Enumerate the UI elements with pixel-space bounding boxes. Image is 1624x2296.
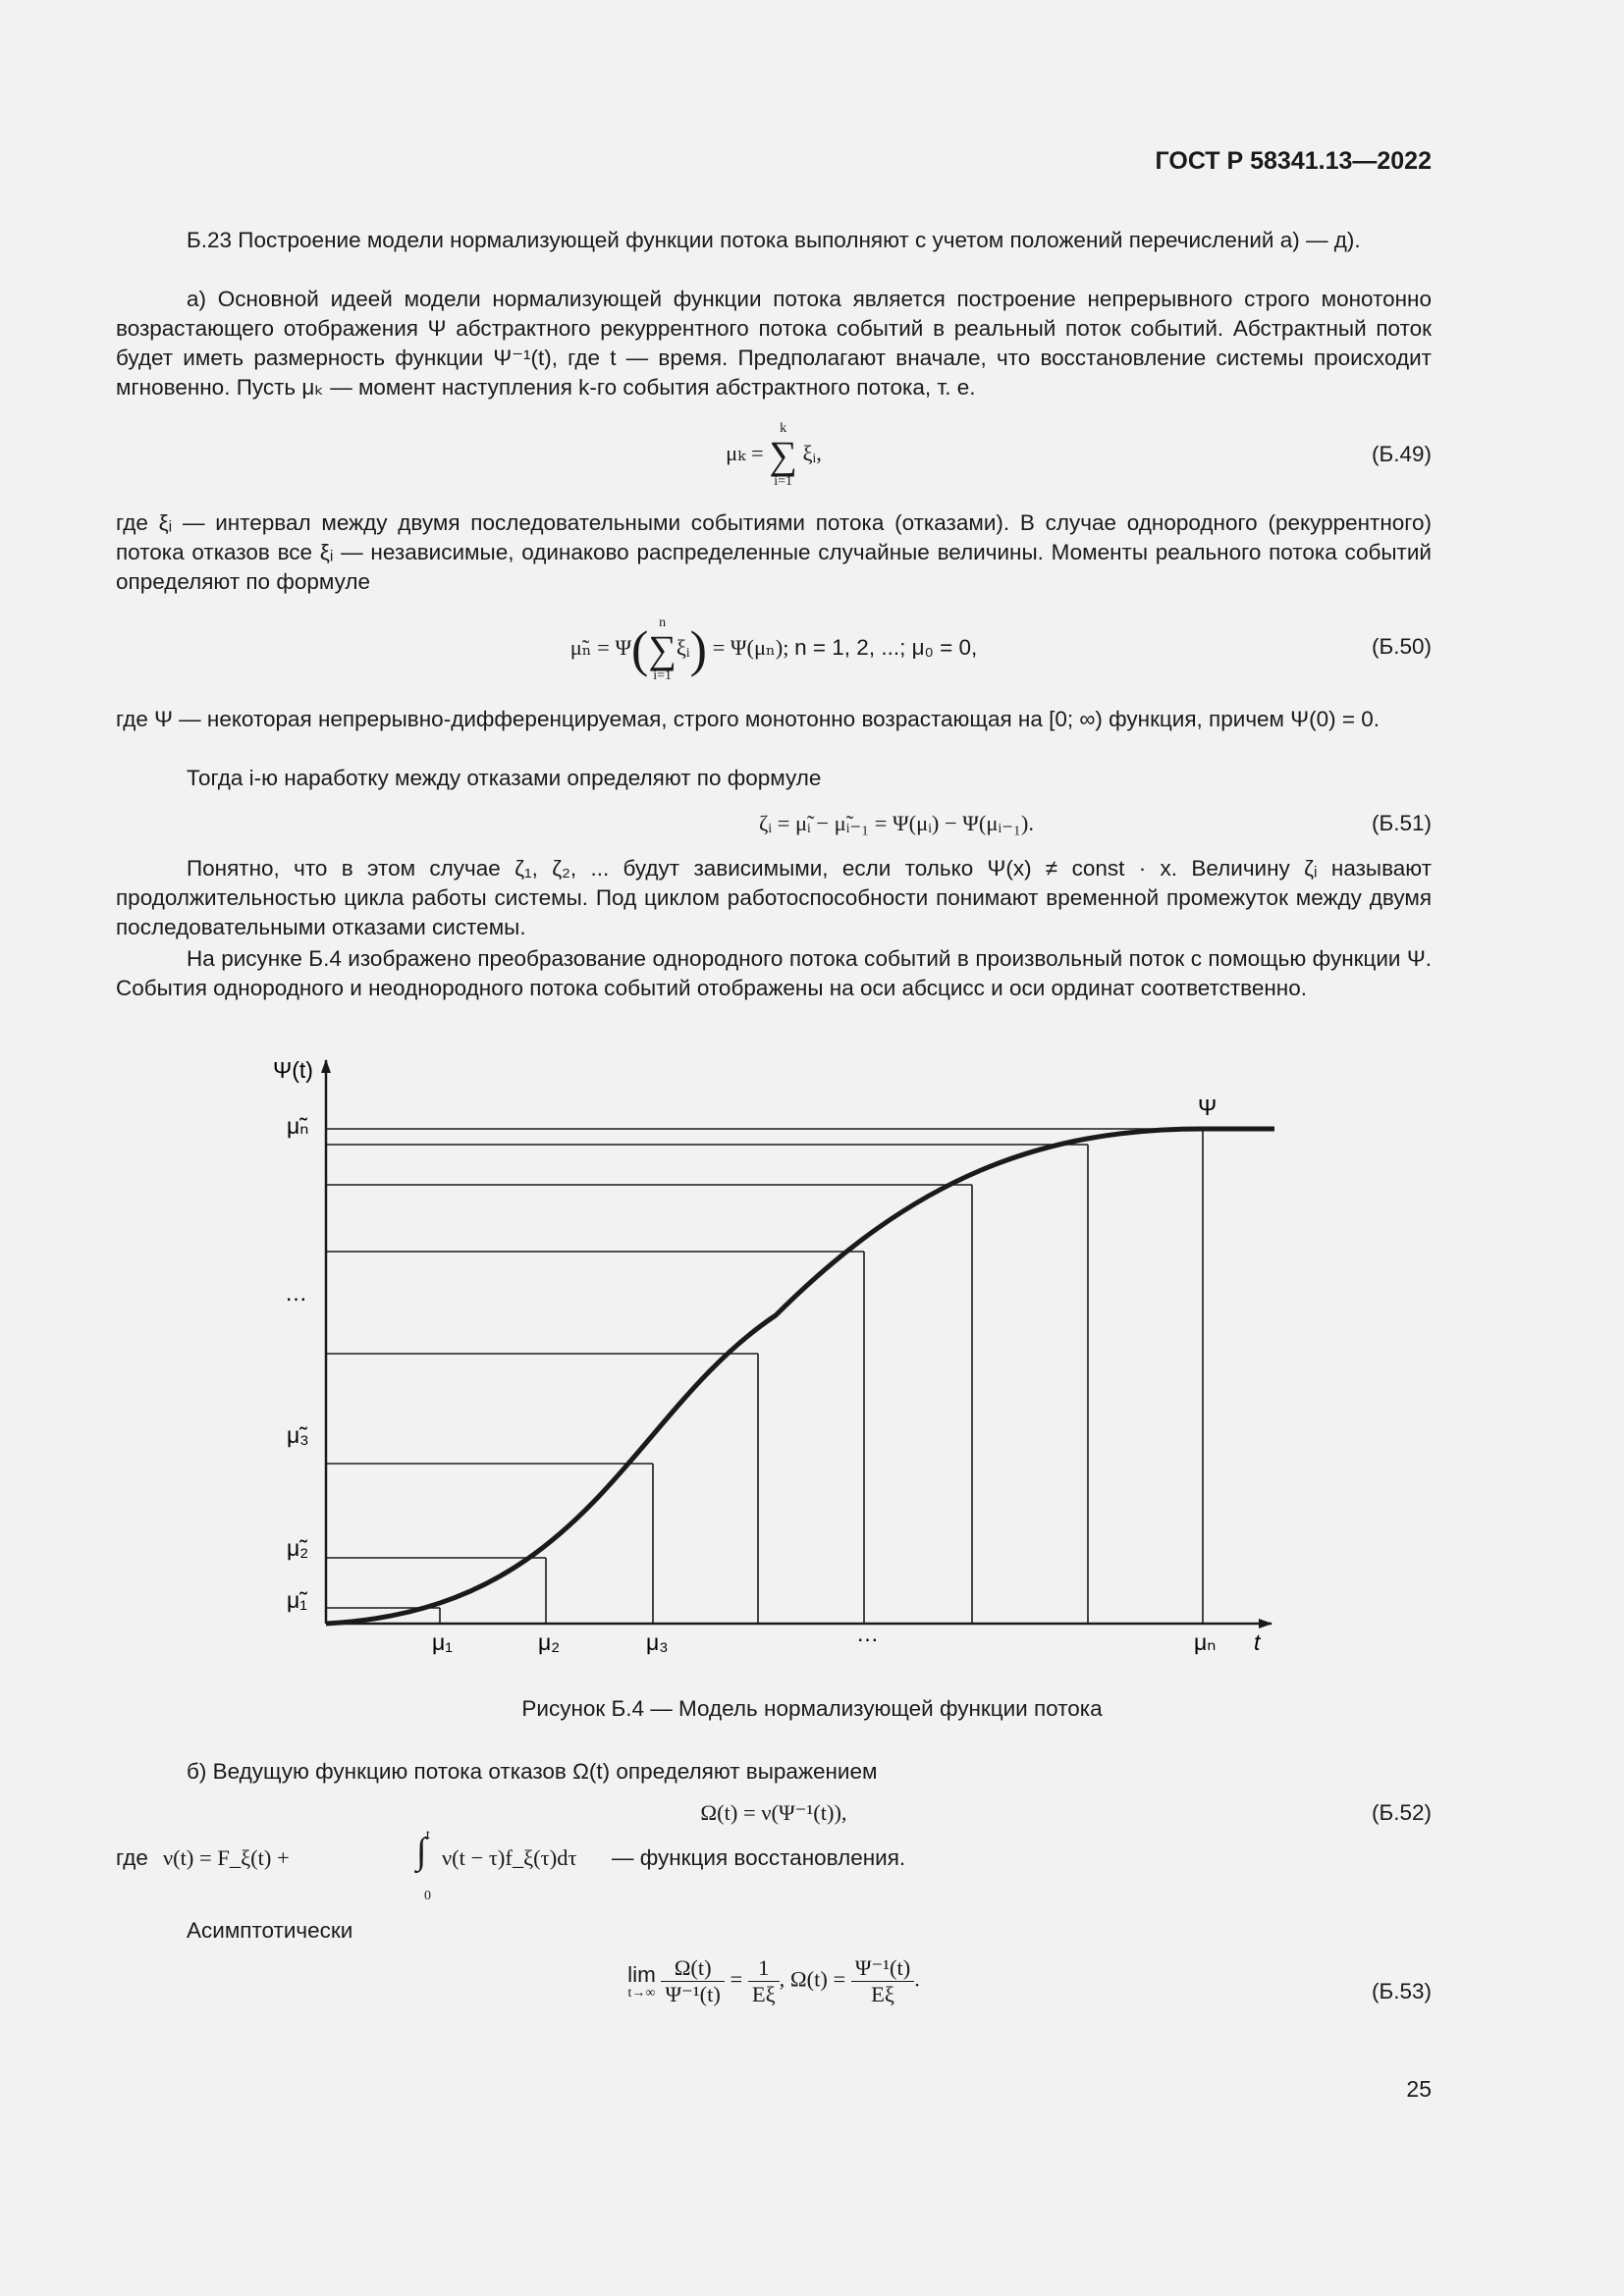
horizontal-projections [326, 1129, 1203, 1608]
sum-lower-limit: i=1 [774, 474, 793, 489]
fraction-omega-over-psi: $\frac{\Omega(t)}{\text{Ψ⁻¹(t)}}$ [661, 1955, 724, 2007]
formula-number: (Б.52) [1371, 1800, 1432, 1825]
paragraph-b23: Б.23 Построение модели нормализующей функции потока выполняют с учетом положений перечислений а) — д). [187, 228, 1361, 252]
figure-caption: Рисунок Б.4 — Модель нормализующей функции потока [521, 1696, 1103, 1721]
y-axis-label: Ψ(t) [273, 1057, 313, 1083]
formula-b50-part-a: μ̃ₙ = Ψ [569, 635, 632, 661]
formula-b50: μ̃ₙ = Ψ( n ∑ i=1 ξᵢ) = Ψ(μₙ); n = 1, 2, ...; μ₀ = 0, (Б.50) [569, 615, 1432, 683]
formula-number: (Б.49) [1371, 442, 1432, 466]
sum-symbol: k ∑ i=1 [769, 421, 797, 489]
paragraph-dependence: Понятно, что в этом случае ζ₁, ζ₂, ... будут зависимыми, если только Ψ(x) ≠ const · x. Величину ζᵢ называют продолжительностью цикла работы системы. Под циклом работоспособности понимают временной промежуток между двумя последовательными отказами системы. [116, 856, 1432, 939]
limit-operator: lim t→∞ [627, 1961, 656, 2001]
y-tick-mu-3: μ̃₃ [287, 1422, 309, 1448]
paragraph-psi: где Ψ — некоторая непрерывно-дифференцируемая, строго монотонно возрастающая на [0; ∞) функция, причем Ψ(0) = 0. [116, 707, 1380, 731]
formula-b50-part-d: n = 1, 2, ...; μ₀ = 0, [794, 635, 978, 661]
formula-b53: lim t→∞ $\frac{\Omega(t)}{\text{Ψ⁻¹(t)}}$ = $\frac{1}{E\xi}$ , Ω(t) = $\frac{\text{Ψ⁻¹(t)}}{E\xi}$ . (Б.53) [627, 1955, 1432, 2006]
x-tick-mu-3: μ₃ [646, 1629, 669, 1655]
y-tick-ellipsis: … [285, 1280, 307, 1306]
y-tick-mu-n: μ̃ₙ [287, 1113, 309, 1139]
x-tick-mu-1: μ₁ [432, 1629, 454, 1655]
formula-number: (Б.53) [1371, 1979, 1432, 2003]
formula-b49-lhs: μₖ = [726, 441, 764, 466]
x-tick-mu-2: μ₂ [538, 1629, 561, 1655]
standard-header: ГОСТ Р 58341.13—2022 [1155, 147, 1432, 175]
page-number: 25 [1406, 2076, 1432, 2102]
fraction-one-over-exi: $\frac{1}{E\xi}$ [748, 1955, 780, 2007]
formula-b52-body: Ω(t) = ν(Ψ⁻¹(t)), [700, 1800, 847, 1825]
formula-b51-body: ζᵢ = μ̃ᵢ − μ̃ᵢ₋₁ = Ψ(μᵢ) − Ψ(μᵢ₋₁). [759, 811, 1034, 835]
paragraph-xi: где ξᵢ — интервал между двумя последовательными событиями потока (отказами). В случае однородного (рекуррентного) потока отказов все ξᵢ — независимые, одинаково распределенные случайные величины. Моменты реального потока событий определяют по формуле [116, 510, 1432, 594]
formula-number: (Б.50) [1371, 634, 1432, 659]
y-tick-mu-1: μ̃₁ [287, 1587, 308, 1613]
renewal-prefix: где [116, 1845, 148, 1870]
y-tick-mu-2: μ̃₂ [287, 1535, 309, 1561]
omega-definition: Ω(t) = [789, 1966, 846, 1992]
x-axis-label: t [1254, 1629, 1261, 1655]
integral-lower-limit: 0 [424, 1889, 431, 1903]
sum-lower-limit: i=1 [653, 668, 673, 683]
renewal-formula-rhs: ν(t − τ)f_ξ(τ)dτ [442, 1845, 577, 1870]
renewal-formula-lhs: ν(t) = F_ξ(t) + [163, 1845, 290, 1870]
integral-symbol: ∫ [416, 1831, 427, 1872]
integral-upper-limit: t [426, 1828, 430, 1842]
paragraph-a: а) Основной идеей модели нормализующей функции потока является построение непрерывного строго монотонно возрастающего отображения Ψ абстрактного рекуррентного потока событий в реальный поток событий. Абстрактный поток будет иметь размерность функции Ψ⁻¹(t), где t — время. Предполагают вначале, что восстановление системы происходит мгновенно. Пусть μₖ — момент наступления k-го события абстрактного потока, т. е. [116, 287, 1432, 400]
x-tick-ellipsis: … [856, 1621, 879, 1646]
fraction-psi-over-exi: $\frac{\text{Ψ⁻¹(t)}}{E\xi}$ [851, 1955, 914, 2007]
formula-b50-part-b: ξᵢ [676, 635, 690, 661]
formula-number: (Б.51) [1371, 811, 1432, 835]
renewal-suffix: — функция восстановления. [612, 1845, 906, 1870]
paragraph-asymptotic: Асимптотически [187, 1918, 353, 1943]
vertical-projections [440, 1129, 1203, 1624]
curve-label: Ψ [1198, 1095, 1218, 1120]
x-tick-mu-n: μₙ [1194, 1629, 1217, 1655]
formula-b50-part-c: = Ψ(μₙ); [712, 635, 789, 661]
paragraph-figure-ref: На рисунке Б.4 изображено преобразование однородного потока событий в произвольный поток с помощью функции Ψ. События однородного и неоднородного потока событий отображены на оси абсцисс и оси ординат соответственно. [116, 946, 1432, 1000]
sum-upper-limit: k [780, 421, 787, 436]
psi-curve [326, 1129, 1274, 1624]
formula-b49-rhs: ξᵢ, [802, 441, 822, 466]
paragraph-interval: Тогда i-ю наработку между отказами определяют по формуле [187, 766, 822, 790]
paragraph-b: б) Ведущую функцию потока отказов Ω(t) определяют выражением [187, 1759, 878, 1784]
sum-upper-limit: n [659, 615, 667, 630]
sum-symbol: n ∑ i=1 [648, 615, 677, 683]
